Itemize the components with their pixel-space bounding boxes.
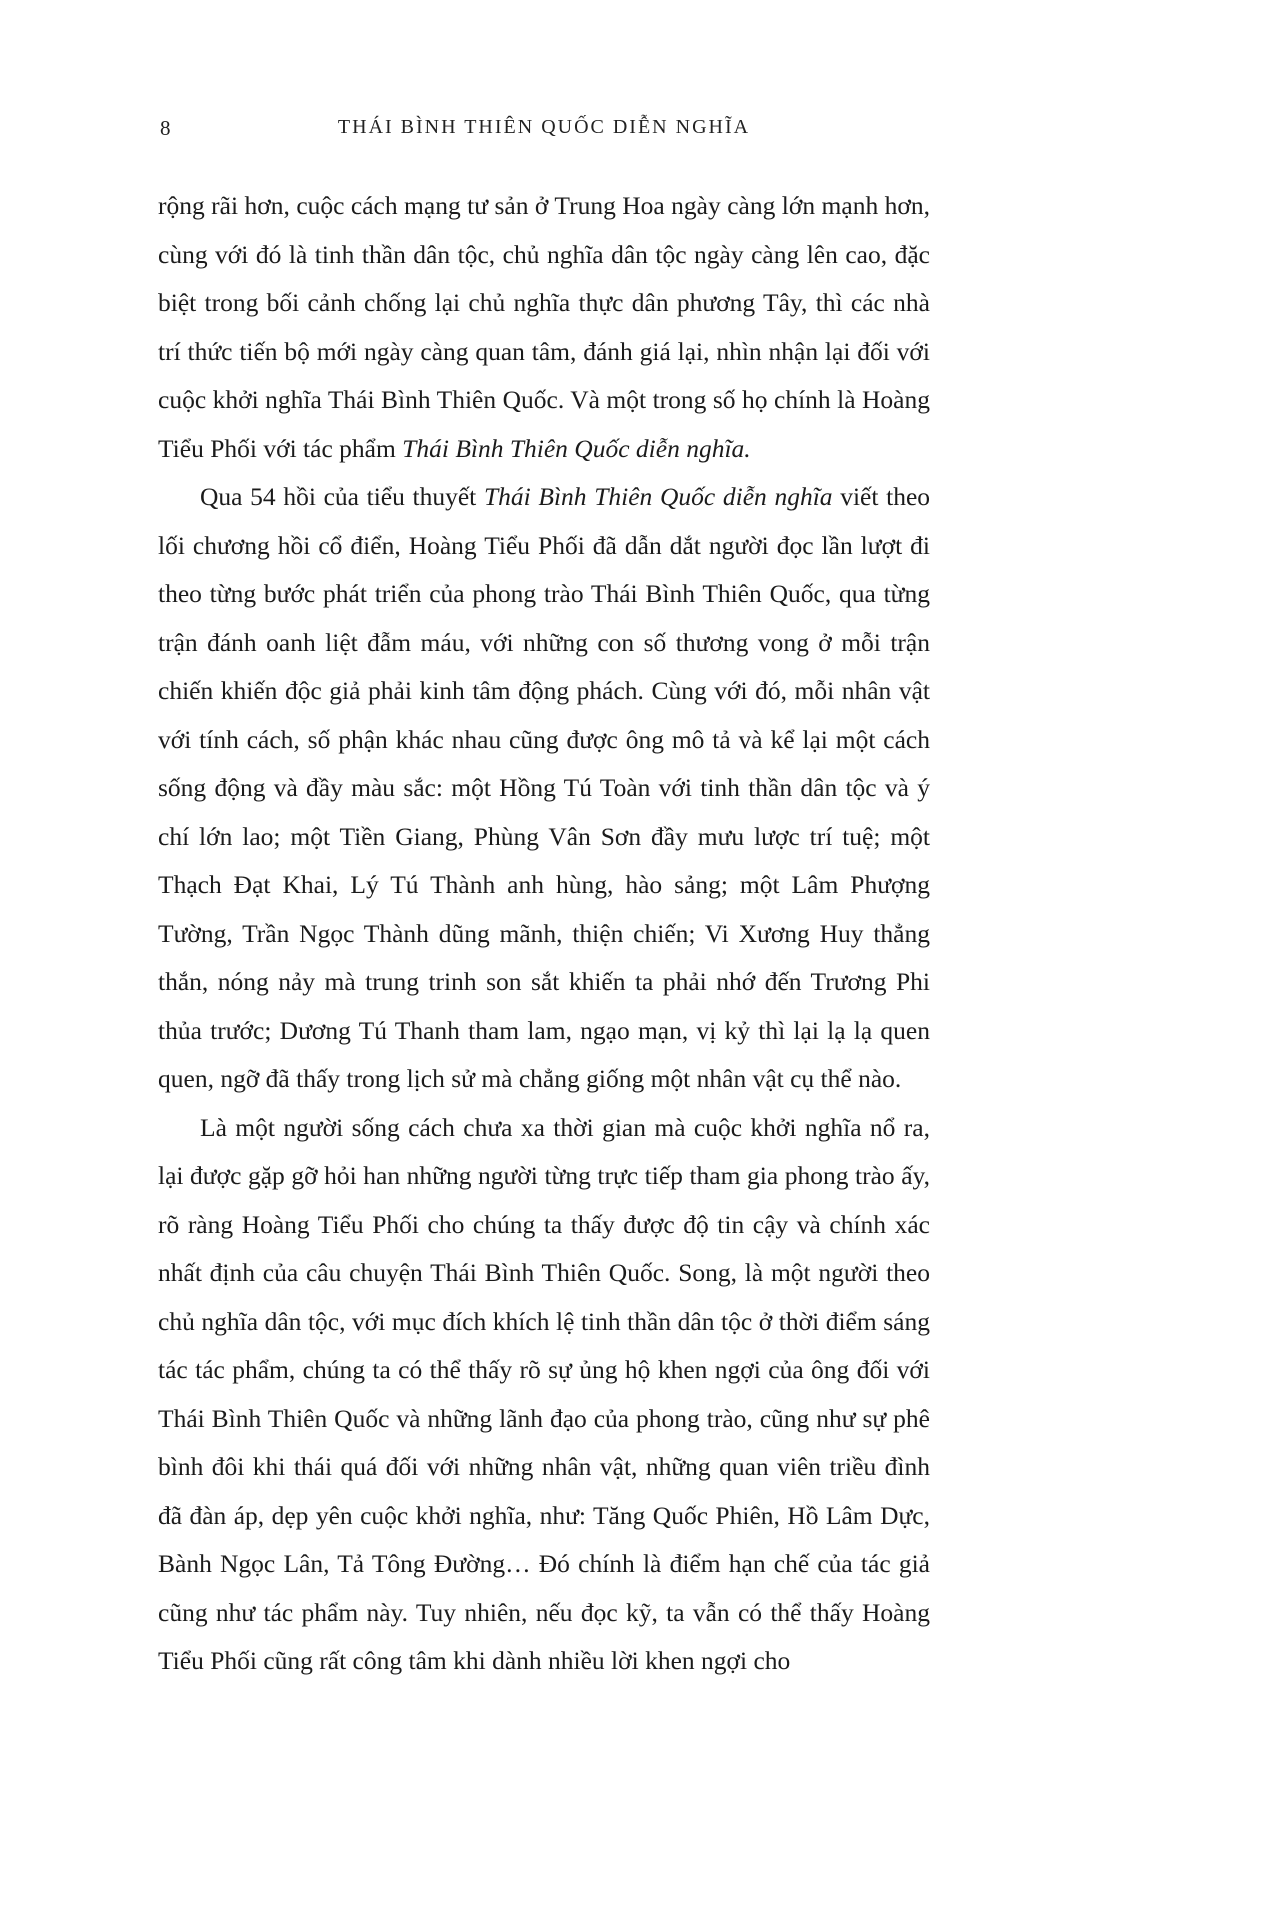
text-run: rộng rãi hơn, cuộc cách mạng tư sản ở Trung Hoa ngày càng lớn mạnh hơn, cùng với đó là tinh thần dân tộc, chủ nghĩa dân tộc ngày càng lên cao, đặc biệt trong bối cảnh chống lại chủ nghĩa thực dân phương Tây, thì các nhà trí thức tiến bộ mới ngày càng quan tâm, đánh giá lại, nhìn nhận lại đối với cuộc khởi nghĩa Thái Bình Thiên Quốc. Và một trong số họ chính là Hoàng Tiểu Phối với tác phẩm xyxy=(158,191,930,463)
paragraph xyxy=(158,182,930,473)
page-body xyxy=(158,182,930,1686)
running-title: THÁI BÌNH THIÊN QUỐC DIỄN NGHĨA xyxy=(337,116,751,138)
text-run: Qua 54 hồi của tiểu thuyết xyxy=(200,482,484,511)
italic-text-run: Thái Bình Thiên Quốc diễn nghĩa. xyxy=(402,433,751,463)
page-number: 8 xyxy=(160,116,171,140)
italic-text-run: Thái Bình Thiên Quốc diễn nghĩa xyxy=(483,482,833,511)
text-run: viết theo lối chương hồi cổ điển, Hoàng Tiểu Phối đã dẫn dắt người đọc lần lượt đi theo từng bước phát triển của phong trào Thái Bình Thiên Quốc, qua từng trận đánh oanh liệt đẫm máu, với những con số thương vong ở mỗi trận chiến khiến độc giả phải kinh tâm động phách. Cùng với đó, mỗi nhân vật với tính cách, số phận khác nhau cũng được ông mô tả và kể lại một cách sống động và đầy màu sắc: một Hồng Tú Toàn với tinh thần dân tộc và ý chí lớn lao; một Tiền Giang, Phùng Vân Sơn đầy mưu lược trí tuệ; một Thạch Đạt Khai, Lý Tú Thành anh hùng, hào sảng; một Lâm Phượng Tường, Trần Ngọc Thành dũng mãnh, thiện chiến; Vi Xương Huy thẳng thắn, nóng nảy mà trung trinh son sắt khiến ta phải nhớ đến Trương Phi thủa trước; Dương Tú Thanh tham lam, ngạo mạn, vị kỷ thì lại lạ lạ quen quen, ngỡ đã thấy trong lịch sử mà chẳng giống một nhân vật cụ thể nào. xyxy=(158,482,931,1093)
page-content xyxy=(158,116,930,1686)
paragraph xyxy=(158,1104,930,1686)
paragraph xyxy=(158,473,930,1104)
running-header xyxy=(158,116,930,146)
text-run: Là một người sống cách chưa xa thời gian mà cuộc khởi nghĩa nổ ra, lại được gặp gỡ hỏi han những người từng trực tiếp tham gia phong trào ấy, rõ ràng Hoàng Tiểu Phối cho chúng ta thấy được độ tin cậy và chính xác nhất định của câu chuyện Thái Bình Thiên Quốc. Song, là một người theo chủ nghĩa dân tộc, với mục đích khích lệ tinh thần dân tộc ở thời điểm sáng tác tác phẩm, chúng ta có thể thấy rõ sự ủng hộ khen ngợi của ông đối với Thái Bình Thiên Quốc và những lãnh đạo của phong trào, cũng như sự phê bình đôi khi thái quá đối với những nhân vật, những quan viên triều đình đã đàn áp, dẹp yên cuộc khởi nghĩa, như: Tăng Quốc Phiên, Hồ Lâm Dực, Bành Ngọc Lân, Tả Tông Đường… Đó chính là điểm hạn chế của tác giả cũng như tác phẩm này. Tuy nhiên, nếu đọc kỹ, ta vẫn có thể thấy Hoàng Tiểu Phối cũng rất công tâm khi dành nhiều lời khen ngợi cho xyxy=(158,1112,930,1675)
